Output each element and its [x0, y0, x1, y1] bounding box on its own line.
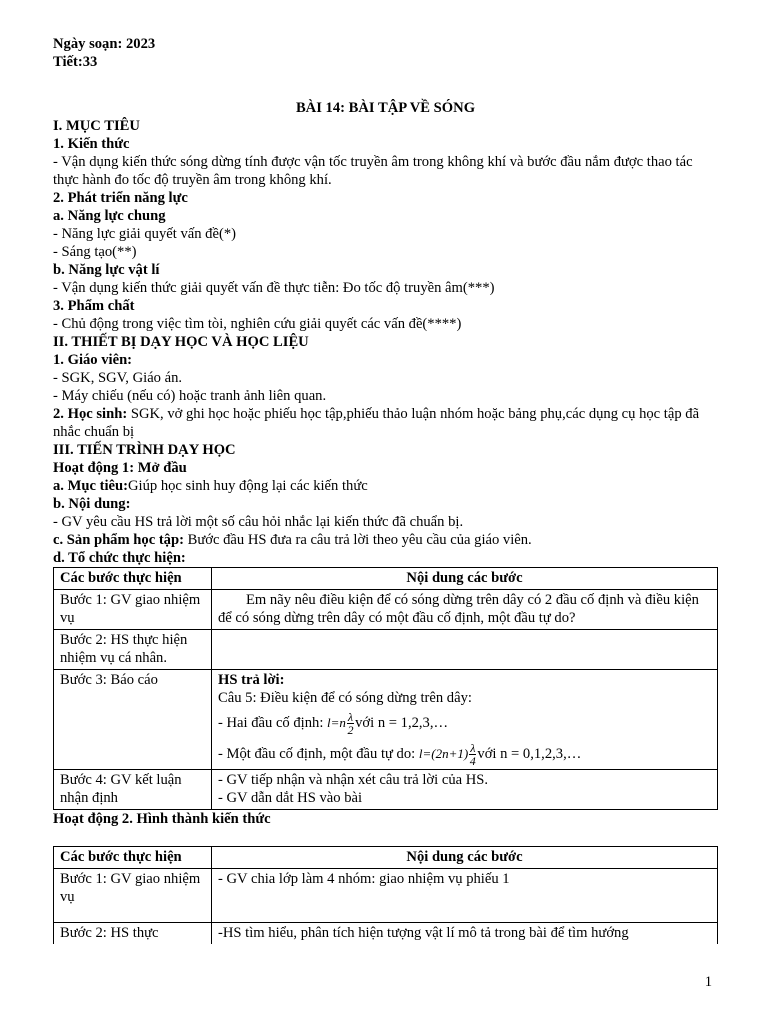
- student-paragraph: [53, 405, 718, 441]
- section-equipment-heading: II. THIẾT BỊ DẠY HỌC VÀ HỌC LIỆU: [53, 334, 309, 350]
- table-row: [54, 869, 718, 923]
- physics-capacity-heading: b. Năng lực vật lí: [53, 262, 160, 278]
- document-page: [53, 35, 718, 944]
- activity-2-table: [53, 846, 718, 944]
- lesson-date: Ngày soạn: 2023: [53, 36, 156, 52]
- fraction: $\frac{\lambda}{4}$: [469, 741, 476, 768]
- content-cell: - GV chia lớp làm 4 nhóm: giao nhiệm vụ phiếu 1: [212, 869, 718, 923]
- lesson-period: Tiết:33: [53, 54, 98, 70]
- column-header: Các bước thực hiện: [54, 847, 212, 869]
- knowledge-heading: 1. Kiến thức: [53, 136, 130, 152]
- formula-left: l=(2n+1): [418, 745, 469, 761]
- table-row: [54, 923, 718, 945]
- section-objectives-heading: I. MỤC TIÊU: [53, 118, 140, 134]
- activity-1-table: [53, 567, 718, 810]
- goal-text: Giúp học sinh huy động lại các kiến thức: [127, 478, 368, 494]
- organization-heading: d. Tổ chức thực hiện:: [53, 550, 186, 566]
- general-capacity-heading: a. Năng lực chung: [53, 208, 166, 224]
- table-row: [54, 630, 718, 670]
- content-cell: -HS tìm hiểu, phân tích hiện tượng vật lí mô tả trong bài để tìm hướng: [212, 923, 718, 945]
- activity-1-heading: Hoạt động 1: Mở đầu: [53, 460, 187, 476]
- student-heading: 2. Học sinh:: [53, 406, 128, 422]
- teacher-item: - Máy chiếu (nếu có) hoặc tranh ảnh liên quan.: [53, 388, 327, 404]
- student-text: SGK, vở ghi học hoặc phiếu học tập,phiếu thảo luận nhóm hoặc bảng phụ,các dụng cụ học tập đã nhắc chuẩn bị: [53, 406, 700, 440]
- teacher-item: - SGK, SGV, Giáo án.: [53, 370, 183, 386]
- content-cell: [212, 670, 718, 770]
- section-process-heading: III. TIẾN TRÌNH DẠY HỌC: [53, 442, 236, 458]
- general-capacity-item: - Năng lực giải quyết vấn đề(*): [53, 226, 236, 242]
- knowledge-text: - Vận dụng kiến thức sóng dừng tính được vận tốc truyền âm trong không khí và bước đầu nắm được thao tác thực hành đo tốc độ truyền âm trong không khí.: [53, 154, 693, 188]
- content-heading: b. Nội dung:: [53, 496, 131, 512]
- fraction: $\frac{\lambda}{2}$: [347, 710, 354, 737]
- capacity-heading: 2. Phát triển năng lực: [53, 190, 188, 206]
- column-header: Các bước thực hiện: [54, 568, 212, 590]
- page-number: 1: [704, 974, 712, 990]
- answer-line: Câu 5: Điều kiện để có sóng dừng trên dây:: [218, 690, 472, 706]
- goal-label: a. Mục tiêu:: [53, 478, 128, 494]
- column-header: Nội dung các bước: [212, 847, 718, 869]
- answer-heading: HS trả lời:: [218, 672, 285, 688]
- content-text: - GV yêu cầu HS trả lời một số câu hỏi nhắc lại kiến thức đã chuẩn bị.: [53, 514, 464, 530]
- quality-heading: 3. Phẩm chất: [53, 298, 135, 314]
- table-row: [54, 770, 718, 810]
- column-header: Nội dung các bước: [212, 568, 718, 590]
- formula-left: l=n: [327, 714, 346, 730]
- product-label: c. Sản phẩm học tập:: [53, 532, 184, 548]
- physics-capacity-item: - Vận dụng kiến thức giải quyết vấn đề thực tiễn: Đo tốc độ truyền âm(***): [53, 280, 495, 296]
- general-capacity-item: - Sáng tạo(**): [53, 244, 137, 260]
- product-text: Bước đầu HS đưa ra câu trả lời theo yêu cầu của giáo viên.: [183, 532, 532, 548]
- step-cell: Bước 3: Báo cáo: [54, 670, 212, 770]
- answer-line: - Một đầu cố định, một đầu tự do: l=(2n+1) $\frac{\lambda}{4}$ với n = 0,1,2,3,…: [218, 741, 582, 768]
- quality-item: - Chủ động trong việc tìm tòi, nghiên cứu giải quyết các vấn đề(****): [53, 316, 462, 332]
- table-row: [54, 670, 718, 770]
- teacher-heading: 1. Giáo viên:: [53, 352, 133, 368]
- product-line: [53, 531, 718, 549]
- step-cell: Bước 2: HS thực hiện nhiệm vụ cá nhân.: [54, 630, 212, 670]
- content-cell: - GV tiếp nhận và nhận xét câu trả lời của HS. - GV dẫn dắt HS vào bài: [212, 770, 718, 810]
- answer-line: - Hai đầu cố định: l=n $\frac{\lambda}{2}$ với n = 1,2,3,…: [218, 710, 449, 737]
- table-row: [54, 590, 718, 630]
- step-cell: Bước 1: GV giao nhiệm vụ: [54, 590, 212, 630]
- goal-line: [53, 477, 718, 495]
- step-cell: Bước 1: GV giao nhiệm vụ: [54, 869, 212, 923]
- content-cell: [212, 630, 718, 670]
- step-cell: Bước 4: GV kết luận nhận định: [54, 770, 212, 810]
- content-cell: Em nãy nêu điều kiện để có sóng dừng trên dây có 2 đầu cố định và điều kiện để có sóng dừng trên dây có một đầu cố định, một đầu tự do?: [212, 590, 718, 630]
- lesson-title: BÀI 14: BÀI TẬP VỀ SÓNG: [295, 100, 476, 116]
- table-header-row: [54, 568, 718, 590]
- activity-2-heading: Hoạt động 2. Hình thành kiến thức: [53, 811, 271, 827]
- step-cell: Bước 2: HS thực: [54, 923, 212, 945]
- table-header-row: [54, 847, 718, 869]
